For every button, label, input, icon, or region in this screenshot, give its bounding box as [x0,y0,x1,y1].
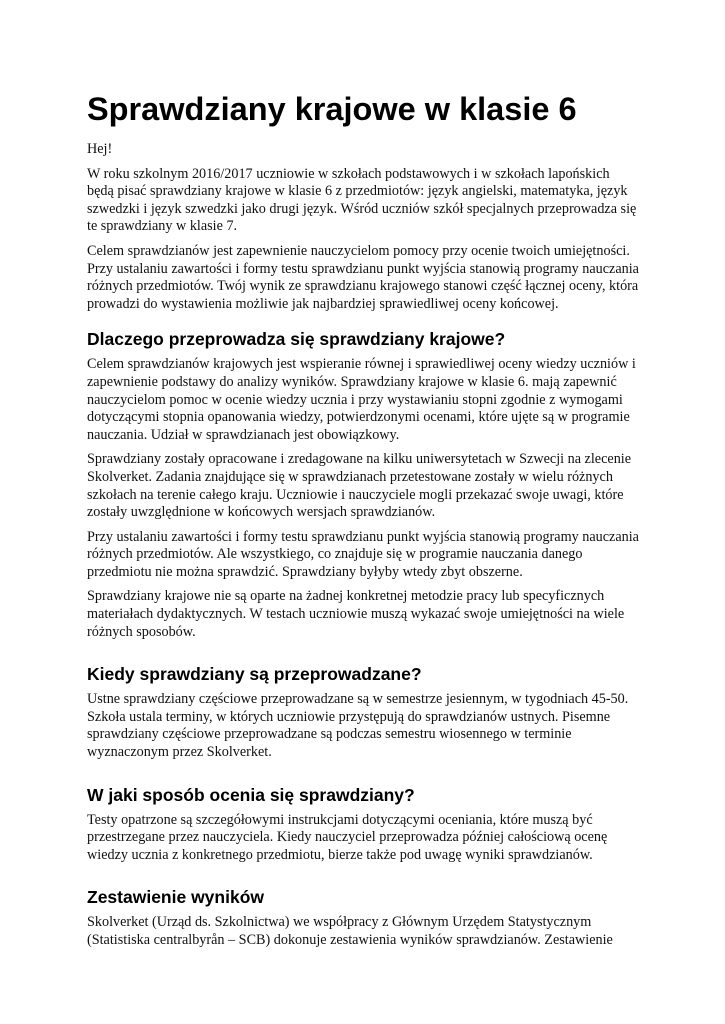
why-paragraph-2: Sprawdziany zostały opracowane i zredagowane na kilku uniwersytetach w Szwecji na zlecenie Skolverket. Zadania znajdujące się w sprawdzianach przetestowane zostały w wielu różnych szkołach na terenie całego kraju. Uczniowie i nauczyciele mogli przekazać swoje uwagi, które zostały uwzględnione w końcowych wersjach sprawdzianów. [87,451,632,521]
why-paragraph-3: Przy ustalaniu zawartości i formy testu sprawdzianu punkt wyjścia stanowią programy nauczania różnych przedmiotów. Ale wszystkiego, co znajduje się w programie nauczania danego przedmiotu nie można sprawdzić. Sprawdziany byłyby wtedy zbyt obszerne. [87,528,639,580]
document-page [87,90,639,957]
why-paragraph-1: Celem sprawdzianów krajowych jest wspieranie równej i sprawiedliwej oceny wiedzy uczniów i zapewnienie podstawy do analizy wyników. Sprawdziany krajowe w klasie 6. mają zapewnić nauczycielom pomoc w ocenie wiedzy ucznia i przy wystawianiu stopni zgodnie z wymogami dotyczącymi stopnia opanowania wiedzy, potwierdzonymi ocenami, które ujęte są w programie nauczania. Udział w sprawdzianach jest obowiązkowy. [87,356,636,443]
heading-when: Kiedy sprawdziany są przeprowadzane? [87,664,422,685]
greeting: Hej! [87,141,113,157]
intro-paragraph-1: W roku szkolnym 2016/2017 uczniowie w szkołach podstawowych i w szkołach lapońskich będą pisać sprawdziany krajowe w klasie 6 z przedmiotów: język angielski, matematyka, język szwedzki i język szwedzki jako drugi język. Wśród uczniów szkół specjalnych przeprowadza się te sprawdziany w klasie 7. [87,165,637,235]
how-paragraph-1: Testy opatrzone są szczegółowymi instrukcjami dotyczącymi oceniania, które muszą być przestrzegane przez nauczyciela. Kiedy nauczyciel przeprowadza później całościową ocenę wiedzy ucznia z konkretnego przedmiotu, bierze także pod uwagę wyniki sprawdzianów. [87,811,608,863]
heading-results: Zestawienie wyników [87,887,264,908]
why-paragraph-4: Sprawdziany krajowe nie są oparte na żadnej konkretnej metodzie pracy lub specyficznych materiałach dydaktycznych. W testach uczniowie muszą wykazać swoje umiejętności na wiele różnych sposobów. [87,588,625,640]
heading-how: W jaki sposób ocenia się sprawdziany? [87,784,415,805]
results-paragraph-1: Skolverket (Urząd ds. Szkolnictwa) we współpracy z Głównym Urzędem Statystycznym (Statistiska centralbyrån – SCB) dokonuje zestawienia wyników sprawdzianów. Zestawienie [87,914,613,948]
heading-why: Dlaczego przeprowadza się sprawdziany krajowe? [87,329,506,350]
when-paragraph-1: Ustne sprawdziany częściowe przeprowadzane są w semestrze jesiennym, w tygodniach 45-50. Szkoła ustala terminy, w których uczniowie przystępują do sprawdzianów ustnych. Pisemne sprawdziany częściowe przeprowadzane są podczas semestru wiosennego w terminie wyznaczonym przez Skolverket. [87,691,629,761]
intro-paragraph-2: Celem sprawdzianów jest zapewnienie nauczycielom pomocy przy ocenie twoich umiejętności. Przy ustalaniu zawartości i formy testu sprawdzianu punkt wyjścia stanowią programy nauczania różnych przedmiotów. Twój wynik ze sprawdzianu krajowego stanowi część łącznej oceny, która prowadzi do wystawienia możliwie jak najbardziej sprawiedliwej oceny końcowej. [87,242,639,312]
page-title: Sprawdziany krajowe w klasie 6 [87,91,577,127]
